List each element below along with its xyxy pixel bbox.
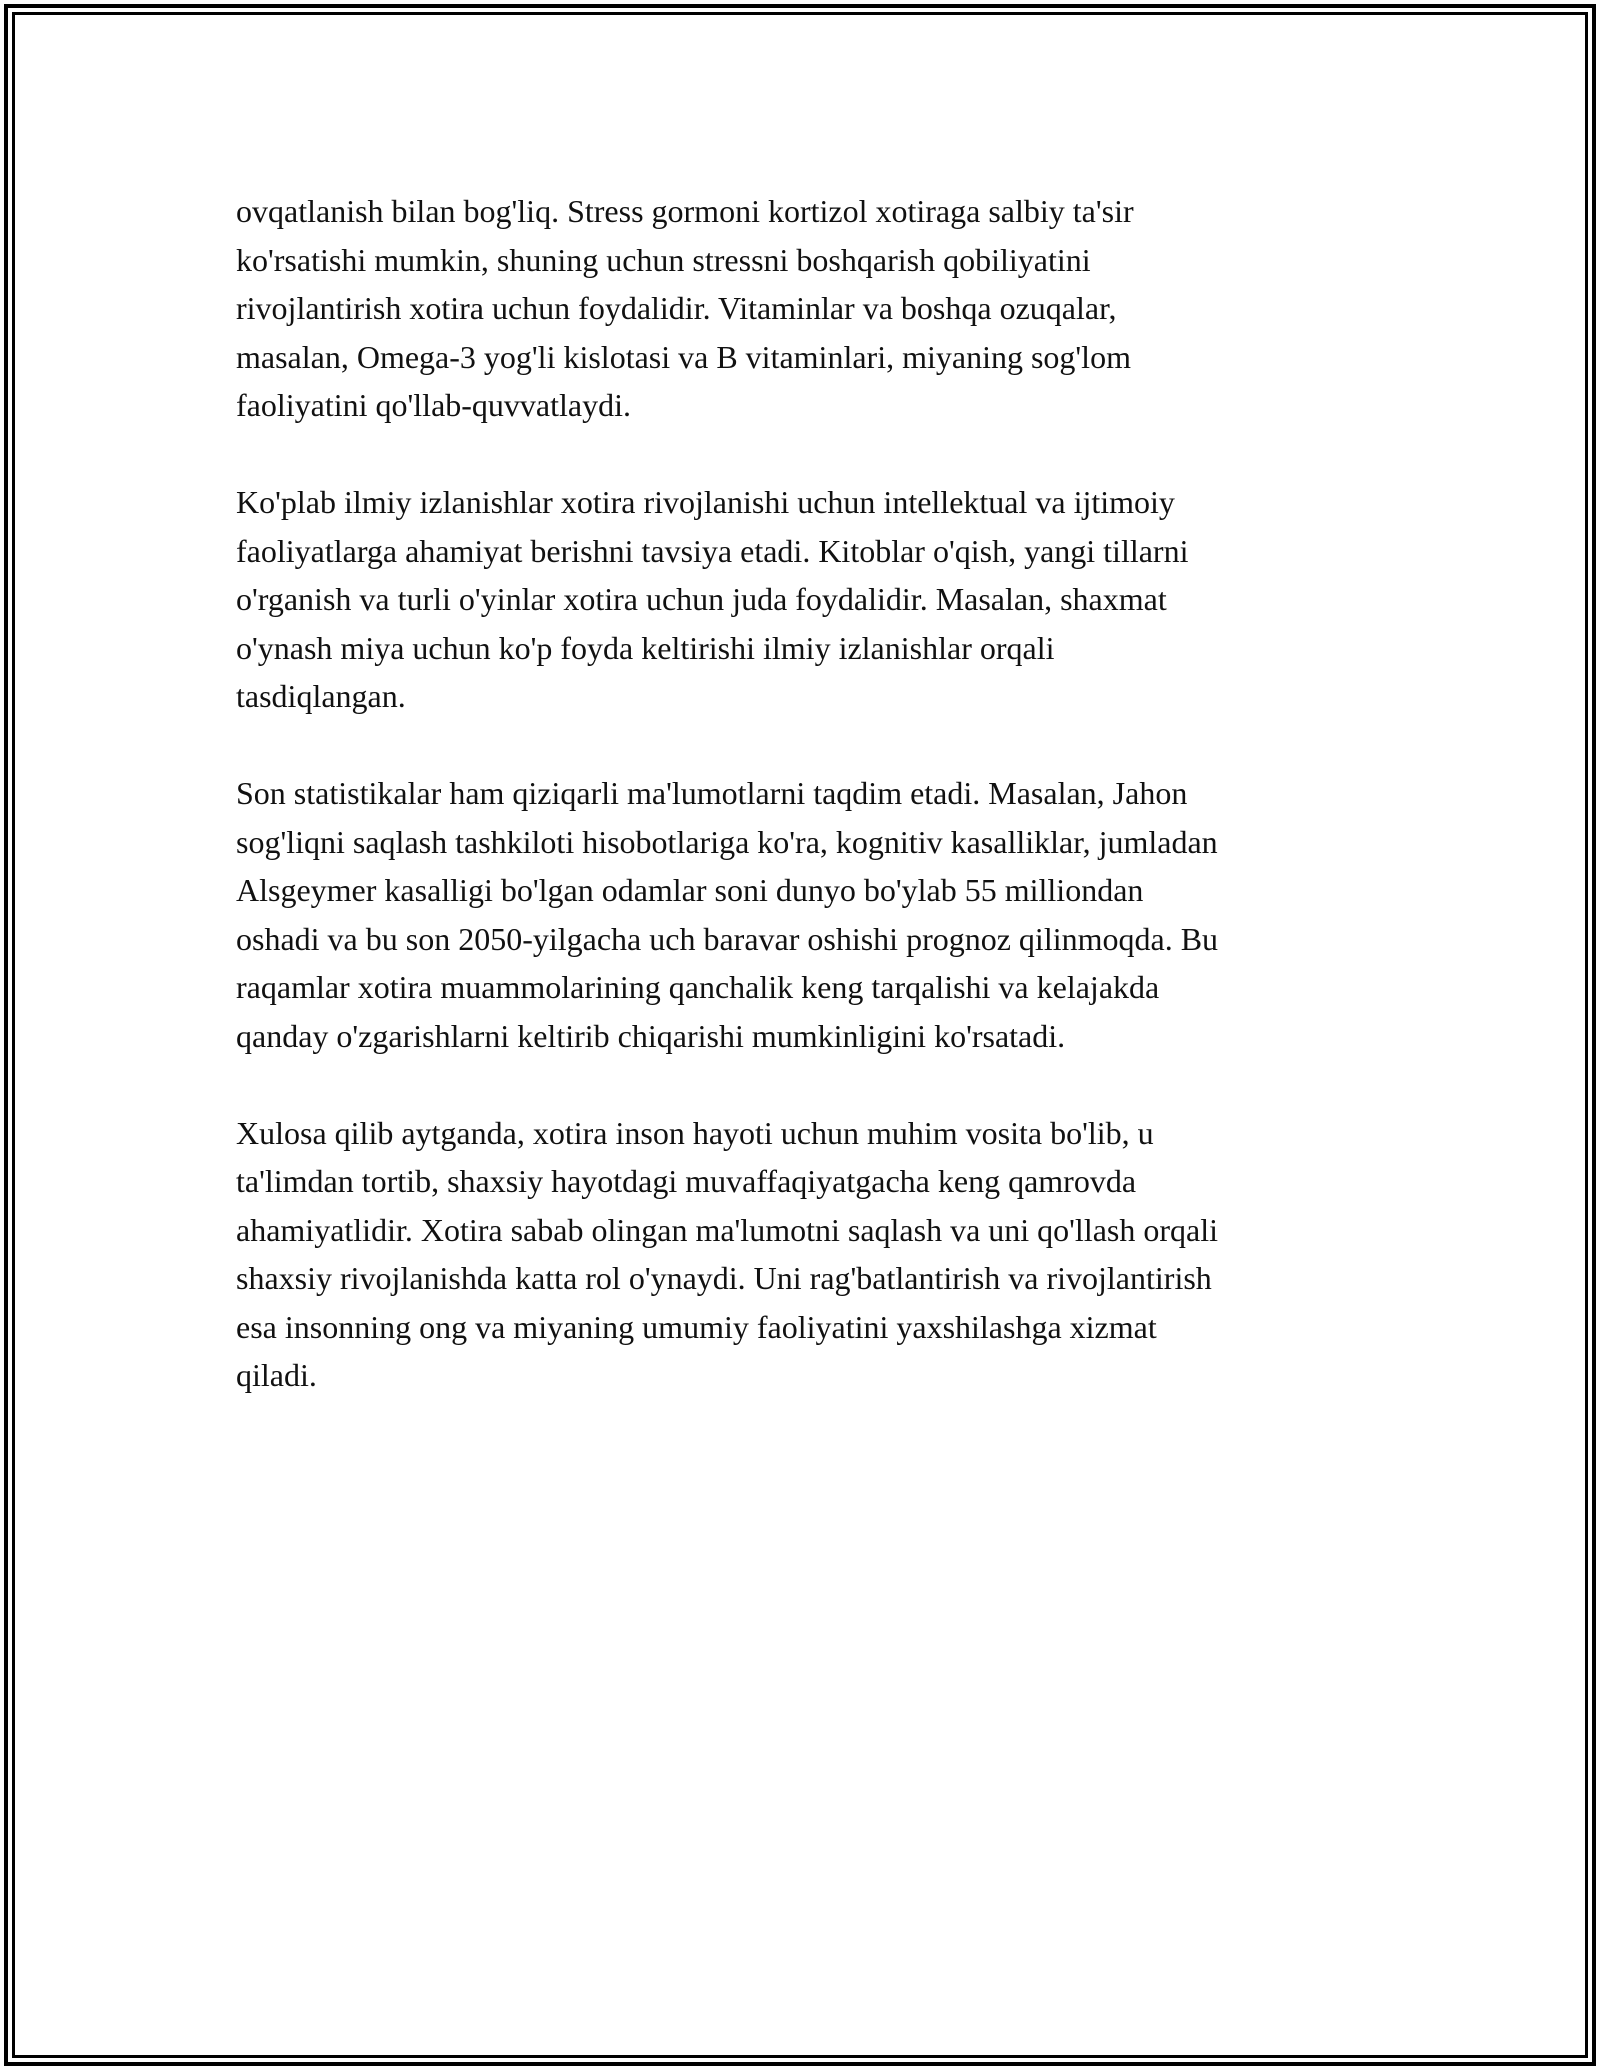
text-line: Xulosa qilib aytganda, xotira inson hayoti uchun muhim vosita bo'lib, u (236, 1114, 1154, 1151)
document-body (236, 187, 1366, 1448)
paragraph-activities (236, 478, 1366, 721)
text-line: faoliyatlarga ahamiyat berishni tavsiya etadi. Kitoblar o'qish, yangi tillarni (236, 532, 1189, 569)
text-line: o'rganish va turli o'yinlar xotira uchun juda foydalidir. Masalan, shaxmat (236, 581, 1167, 617)
paragraph-conclusion (236, 1109, 1366, 1400)
text-line: ko'rsatishi mumkin, shuning uchun stressni boshqarish qobiliyatini (236, 241, 1091, 278)
text-line: qanday o'zgarishlarni keltirib chiqarishi mumkinligini ko'rsatadi. (236, 1017, 1066, 1054)
text-line: sog'liqni saqlash tashkiloti hisobotlariga ko'ra, kognitiv kasalliklar, jumladan (236, 823, 1218, 860)
text-line: rivojlantirish xotira uchun foydalidir. Vitaminlar va boshqa ozuqalar, (236, 290, 1117, 326)
text-line: qiladi. (236, 1357, 317, 1393)
text-line: ta'limdan tortib, shaxsiy hayotdagi muvaffaqiyatgacha keng qamrovda (236, 1163, 1137, 1199)
text-line: masalan, Omega-3 yog'li kislotasi va B vitaminlari, miyaning sog'lom (236, 338, 1131, 375)
text-line: ovqatlanish bilan bog'liq. Stress gormoni kortizol xotiraga salbiy ta'sir (236, 193, 1134, 229)
text-line: faoliyatini qo'llab-quvvatlaydi. (236, 387, 631, 423)
text-line: Alsgeymer kasalligi bo'lgan odamlar soni dunyo bo'ylab 55 milliondan (236, 872, 1144, 908)
text-line: raqamlar xotira muammolarining qanchalik keng tarqalishi va kelajakda (236, 969, 1160, 1005)
text-line: oshadi va bu son 2050-yilgacha uch baravar oshishi prognoz qilinmoqda. Bu (236, 920, 1219, 957)
text-line: Son statistikalar ham qiziqarli ma'lumotlarni taqdim etadi. Masalan, Jahon (236, 775, 1188, 811)
text-line: o'ynash miya uchun ko'p foyda keltirishi ilmiy izlanishlar orqali (236, 629, 1055, 666)
text-line: esa insonning ong va miyaning umumiy faoliyatini yaxshilashga xizmat (236, 1308, 1157, 1345)
paragraph-nutrition (236, 187, 1366, 430)
text-line: Ko'plab ilmiy izlanishlar xotira rivojlanishi uchun intellektual va ijtimoiy (236, 484, 1175, 520)
paragraph-statistics (236, 769, 1366, 1060)
text-line: tasdiqlangan. (236, 678, 406, 714)
text-line: shaxsiy rivojlanishda katta rol o'ynaydi. Uni rag'batlantirish va rivojlantirish (236, 1260, 1212, 1296)
text-line: ahamiyatlidir. Xotira sabab olingan ma'lumotni saqlash va uni qo'llash orqali (236, 1211, 1218, 1248)
